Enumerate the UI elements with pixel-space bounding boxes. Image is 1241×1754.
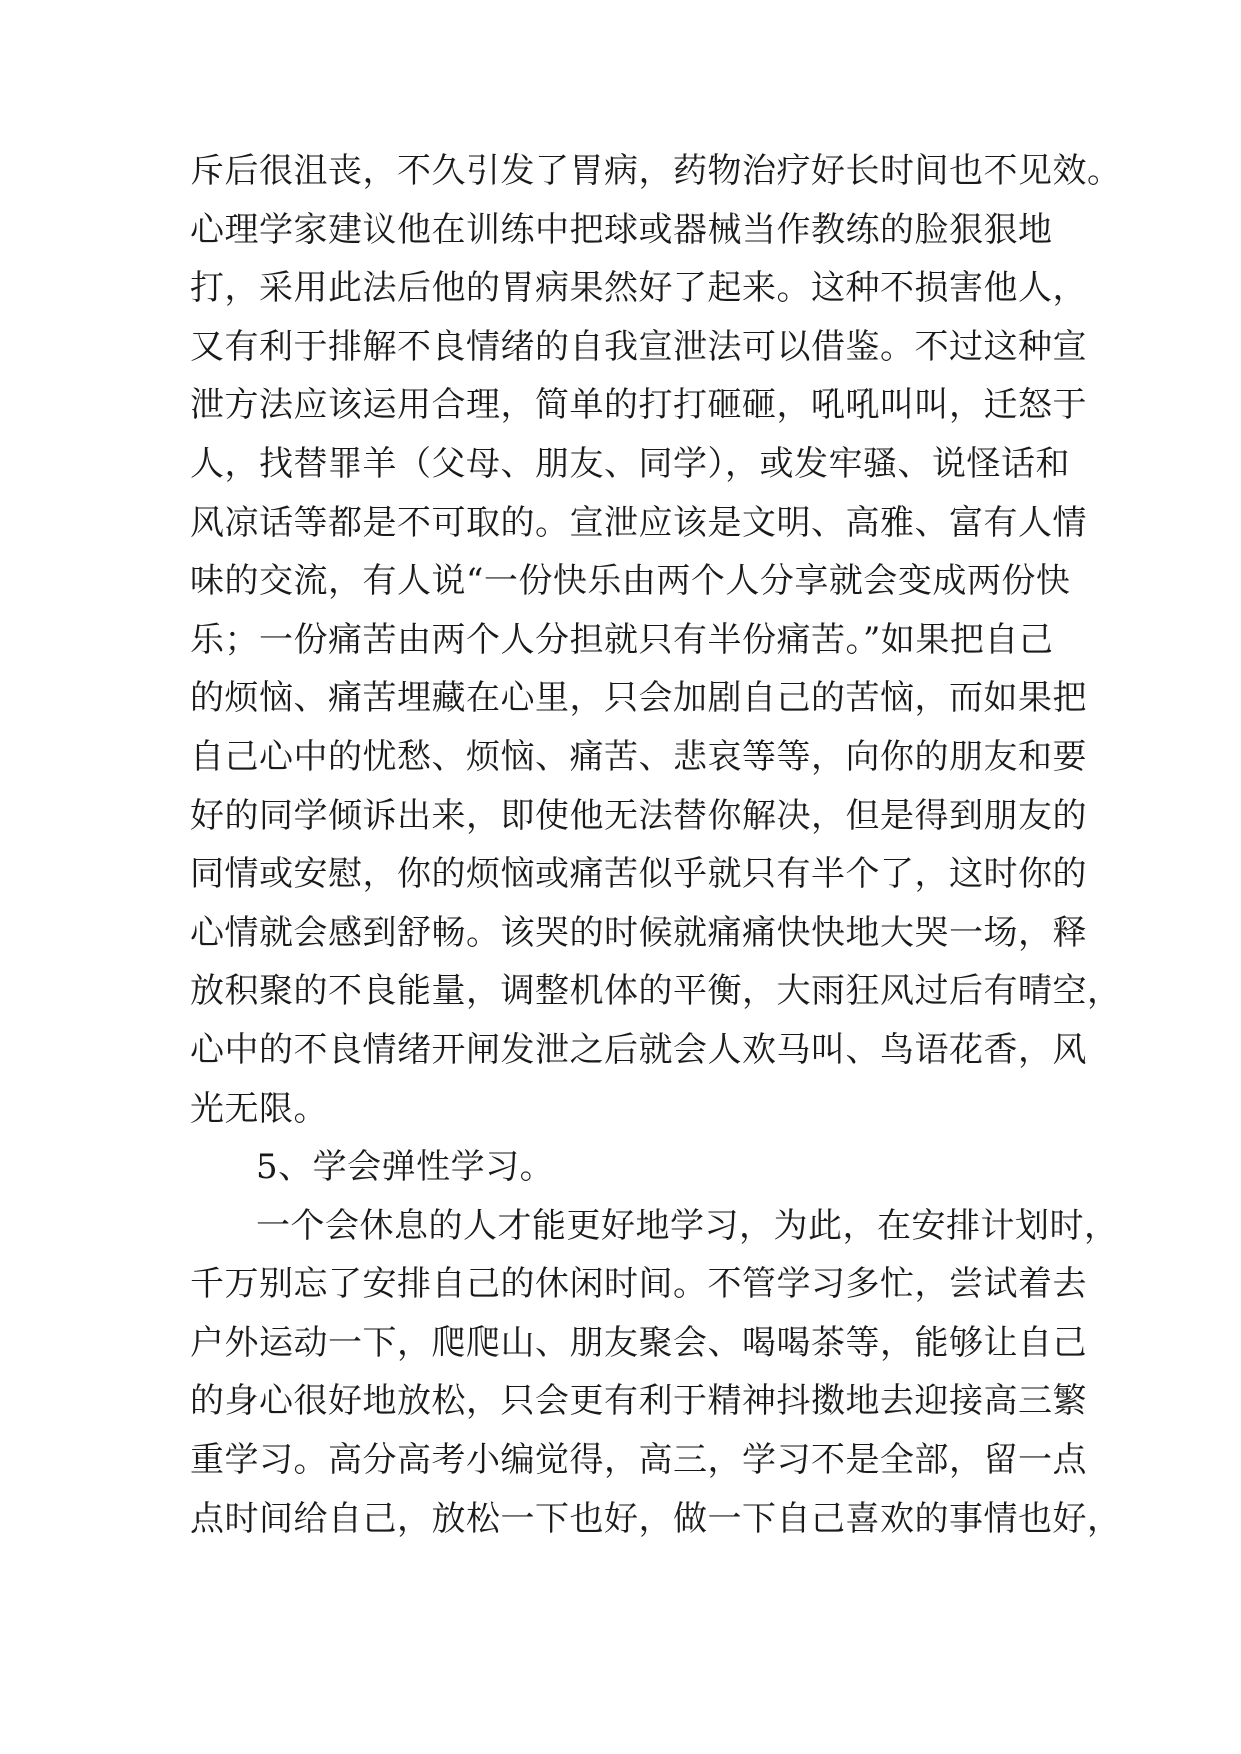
text-line: 好的同学倾诉出来，即使他无法替你解决，但是得到朋友的 bbox=[190, 795, 1087, 836]
text-line: 同情或安慰，你的烦恼或痛苦似乎就只有半个了，这时你的 bbox=[190, 854, 1087, 895]
text-line: 斥后很沮丧，不久引发了胃病，药物治疗好长时间也不见效。 bbox=[190, 151, 1122, 191]
text-line: 户外运动一下，爬爬山、朋友聚会、喝喝茶等，能够让自己 bbox=[190, 1322, 1087, 1363]
section-heading: 5、学会弹性学习。 bbox=[256, 1147, 555, 1188]
text-line: 心理学家建议他在训练中把球或器械当作教练的脸狠狠地 bbox=[190, 209, 1053, 250]
text-line: 点时间给自己，放松一下也好，做一下自己喜欢的事情也好， bbox=[190, 1498, 1122, 1539]
text-line: 千万别忘了安排自己的休闲时间。不管学习多忙，尝试着去 bbox=[190, 1264, 1087, 1305]
text-line: 人，找替罪羊（父母、朋友、同学），或发牢骚、说怪话和 bbox=[190, 443, 1070, 484]
text-line: 的身心很好地放松，只会更有利于精神抖擞地去迎接高三繁 bbox=[190, 1381, 1087, 1422]
text-line: 乐；一份痛苦由两个人分担就只有半份痛苦。”如果把自己 bbox=[190, 619, 1054, 660]
text-line: 打，采用此法后他的胃病果然好了起来。这种不损害他人， bbox=[190, 268, 1087, 309]
text-line: 的烦恼、痛苦埋藏在心里，只会加剧自己的苦恼，而如果把 bbox=[190, 678, 1087, 719]
text-line: 风凉话等都是不可取的。宣泄应该是文明、高雅、富有人情 bbox=[190, 502, 1087, 543]
text-line: 光无限。 bbox=[190, 1088, 328, 1129]
text-line: 又有利于排解不良情绪的自我宣泄法可以借鉴。不过这种宣 bbox=[190, 326, 1087, 367]
text-line: 自己心中的忧愁、烦恼、痛苦、悲哀等等，向你的朋友和要 bbox=[190, 736, 1087, 777]
body-text bbox=[190, 142, 1122, 1548]
text-line: 心情就会感到舒畅。该哭的时候就痛痛快快地大哭一场，释 bbox=[190, 912, 1087, 953]
text-line: 一个会休息的人才能更好地学习，为此，在安排计划时， bbox=[256, 1205, 1119, 1246]
text-line: 心中的不良情绪开闸发泄之后就会人欢马叫、鸟语花香，风 bbox=[190, 1029, 1087, 1070]
text-line: 味的交流，有人说“一份快乐由两个人分享就会变成两份快 bbox=[190, 561, 1071, 602]
text-line: 放积聚的不良能量，调整机体的平衡，大雨狂风过后有晴空， bbox=[190, 971, 1122, 1012]
text-line: 泄方法应该运用合理，简单的打打砸砸，吼吼叫叫，迁怒于 bbox=[190, 385, 1087, 426]
text-line: 重学习。高分高考小编觉得，高三，学习不是全部，留一点 bbox=[190, 1440, 1087, 1481]
